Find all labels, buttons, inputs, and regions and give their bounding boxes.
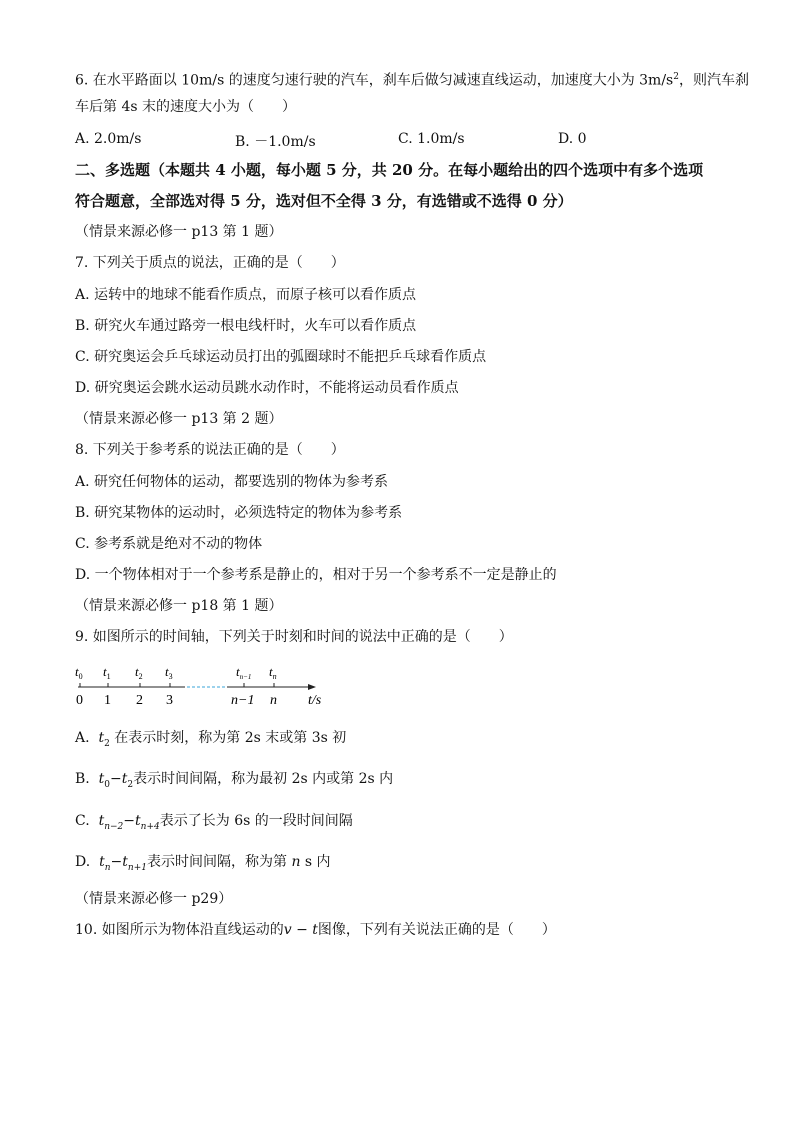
q6-option-b: B. －1.0m/s — [235, 134, 316, 150]
top-label-t1: $t_1$ — [103, 664, 111, 681]
q6-option-d: D. 0 — [558, 131, 587, 147]
top-label-t0: $t_0$ — [75, 664, 83, 681]
q8-stem: 8. 下列关于参考系的说法正确的是（ ） — [75, 442, 345, 458]
q8-option-c: C. 参考系就是绝对不动的物体 — [75, 536, 263, 552]
q9-option-c: C. $t_{n-2}-t_{n+4}$表示了长为 6s 的一段时间间隔 — [75, 813, 353, 832]
q9-option-b: B. $t_0-t_2$表示时间间隔，称为最初 2s 内或第 2s 内 — [75, 771, 394, 790]
q7-stem: 7. 下列关于质点的说法，正确的是（ ） — [75, 255, 345, 271]
q8-option-a: A. 研究任何物体的运动，都要选别的物体为参考系 — [75, 474, 389, 490]
bottom-label-0: 0 — [76, 693, 83, 708]
time-axis-figure — [70, 660, 340, 708]
section2-heading-line2: 符合题意，全部选对得 5 分，选对但不全得 3 分，有选错或不选得 0 分） — [75, 192, 573, 210]
top-label-t2: $t_2$ — [135, 664, 143, 681]
q10-source: （情景来源必修一 p29） — [75, 891, 233, 907]
q6-stem-line1: 6. 在水平路面以 10m/s 的速度匀速行驶的汽车，刹车后做匀减速直线运动，加速度大小为 $3m/s^2$，则汽车刹 — [75, 72, 749, 89]
q9-source: （情景来源必修一 p18 第 1 题） — [75, 598, 283, 614]
q6-stem-line2: 车后第 4s 末的速度大小为（ ） — [75, 99, 296, 115]
q9-stem: 9. 如图所示的时间轴，下列关于时刻和时间的说法中正确的是（ ） — [75, 629, 513, 645]
top-label-tn: $t_n$ — [269, 664, 277, 681]
bottom-label-2: 2 — [136, 693, 143, 708]
q10-stem: 10. 如图所示为物体沿直线运动的v − t图像，下列有关说法正确的是（ ） — [75, 922, 556, 938]
q7-option-a: A. 运转中的地球不能看作质点，而原子核可以看作质点 — [75, 287, 417, 303]
section2-heading-line1: 二、多选题（本题共 4 小题，每小题 5 分，共 20 分。在每小题给出的四个选项中有多个选项 — [75, 161, 704, 179]
bottom-label-n: n — [270, 693, 277, 708]
axis-label: t/s — [308, 693, 322, 708]
q7-option-d: D. 研究奥运会跳水运动员跳水动作时，不能将运动员看作质点 — [75, 380, 459, 396]
q7-option-b: B. 研究火车通过路旁一根电线杆时，火车可以看作质点 — [75, 318, 417, 334]
bottom-label-3: 3 — [166, 693, 173, 708]
top-label-tn-1: $t_{n-1}$ — [236, 664, 252, 681]
top-label-t3: $t_3$ — [165, 664, 173, 681]
q6-option-a: A. 2.0m/s — [75, 131, 142, 147]
q8-option-d: D. 一个物体相对于一个参考系是静止的，相对于另一个参考系不一定是静止的 — [75, 567, 557, 583]
q7-option-c: C. 研究奥运会乒乓球运动员打出的弧圈球时不能把乒乓球看作质点 — [75, 349, 487, 365]
bottom-label-1: 1 — [104, 693, 111, 708]
q7-source: （情景来源必修一 p13 第 1 题） — [75, 224, 283, 240]
q6-option-c: C. 1.0m/s — [398, 131, 465, 147]
q9-option-d: D. $t_n-t_{n+1}$表示时间间隔，称为第 n s 内 — [75, 854, 331, 873]
axis-arrowhead — [308, 684, 316, 690]
bottom-label-n-1: n−1 — [231, 693, 255, 708]
q9-option-a: A. $t_2$ 在表示时刻，称为第 2s 末或第 3s 初 — [75, 730, 347, 749]
q8-source: （情景来源必修一 p13 第 2 题） — [75, 411, 283, 427]
q8-option-b: B. 研究某物体的运动时，必须选特定的物体为参考系 — [75, 505, 403, 521]
